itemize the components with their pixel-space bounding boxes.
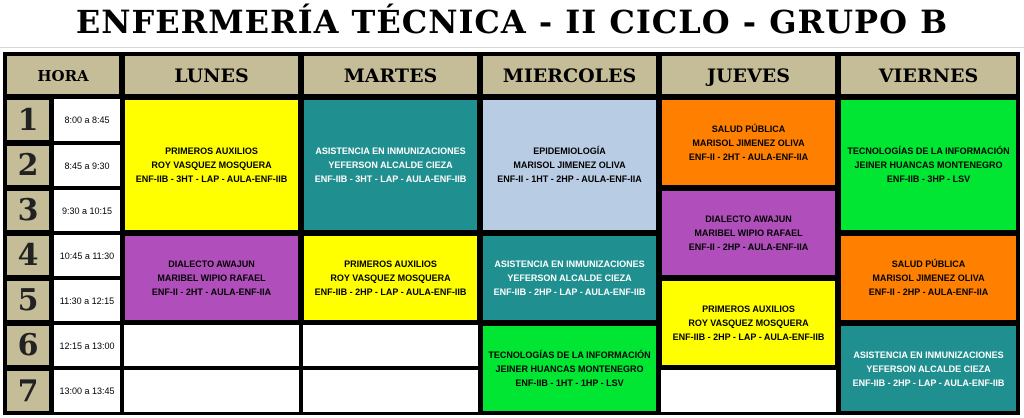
header-jueves: JUEVES (660, 54, 837, 96)
class-block-lunes-dialecto-awajun (123, 234, 300, 322)
period-number: 2 (5, 144, 51, 187)
class-course: PRIMEROS AUXILIOS (702, 304, 795, 314)
class-details: ENF-II - 2HT - AULA-ENF-IIA (688, 151, 809, 162)
class-block-martes-primeros-auxilios (302, 234, 479, 322)
class-block-miercoles-tecnologias-informacion (481, 324, 658, 413)
class-details: ENF-IIB - 3HT - LAP - AULA-ENF-IIB (314, 174, 467, 184)
class-course: ASISTENCIA EN INMUNIZACIONES (853, 349, 1004, 360)
class-details: ENF-IIB - 3HP - LSV (886, 174, 971, 184)
class-teacher: YEFERSON ALCALDE CIEZA (328, 160, 453, 170)
class-details: ENF-II - 2HP - AULA-ENF-IIA (868, 287, 989, 297)
schedule-title: ENFERMERÍA TÉCNICA - II CICLO - GRUPO B (75, 3, 949, 41)
period-time: 11:30 a 12:15 (53, 279, 121, 322)
class-details: ENF-IIB - 3HT - LAP - AULA-ENF-IIB (135, 174, 288, 184)
class-details: ENF-IIB - 2HP - LAP - AULA-ENF-IIB (852, 377, 1005, 388)
period-number: 6 (5, 324, 51, 367)
class-teacher: ROY VASQUEZ MOSQUERA (151, 160, 272, 170)
empty-slot (660, 369, 837, 413)
class-course: PRIMEROS AUXILIOS (165, 146, 258, 156)
empty-slot (302, 324, 479, 367)
class-details: ENF-II - 2HT - AULA-ENF-IIA (151, 287, 272, 297)
class-course: DIALECTO AWAJUN (705, 214, 792, 224)
class-teacher: MARIBEL WIPIO RAFAEL (694, 228, 803, 238)
period-time: 13:00 a 13:45 (53, 369, 121, 413)
period-number: 7 (5, 369, 51, 413)
empty-slot (123, 369, 300, 413)
period-number: 3 (5, 189, 51, 232)
class-teacher: JEINER HUANCAS MONTENEGRO (854, 160, 1003, 170)
class-details: ENF-IIB - 1HT - 1HP - LSV (515, 377, 624, 388)
class-teacher: YEFERSON ALCALDE CIEZA (507, 273, 632, 283)
period-number: 4 (5, 234, 51, 277)
class-course: DIALECTO AWAJUN (168, 259, 255, 269)
class-course: SALUD PÚBLICA (711, 123, 786, 134)
header-lunes: LUNES (123, 54, 300, 96)
period-time: 8:00 a 8:45 (53, 98, 121, 142)
class-teacher: JEINER HUANCAS MONTENEGRO (495, 363, 644, 374)
header-miercoles: MIERCOLES (481, 54, 658, 96)
class-course: EPIDEMIOLOGÍA (533, 146, 606, 156)
sheet-gridline (0, 47, 1024, 48)
class-block-viernes-tecnologias-informacion (839, 98, 1018, 232)
class-block-miercoles-epidemiologia (481, 98, 658, 232)
class-teacher: MARISOL JIMENEZ OLIVA (513, 160, 626, 170)
header-viernes: VIERNES (839, 54, 1018, 96)
period-number: 1 (5, 98, 51, 142)
class-course: PRIMEROS AUXILIOS (344, 259, 437, 269)
class-details: ENF-IIB - 2HP - LAP - AULA-ENF-IIB (493, 287, 646, 297)
class-block-lunes-primeros-auxilios (123, 98, 300, 232)
period-number: 5 (5, 279, 51, 322)
period-time: 9:30 a 10:15 (53, 189, 121, 232)
class-course: TECNOLOGÍAS DE LA INFORMACIÓN (847, 146, 1010, 156)
class-course: TECNOLOGÍAS DE LA INFORMACIÓN (488, 349, 651, 360)
class-details: ENF-II - 2HP - AULA-ENF-IIA (688, 242, 809, 252)
class-block-martes-asistencia-inmunizaciones (302, 98, 479, 232)
period-time: 12:15 a 13:00 (53, 324, 121, 367)
class-teacher: ROY VASQUEZ MOSQUERA (688, 318, 809, 328)
empty-slot (302, 369, 479, 413)
class-details: ENF-IIB - 2HP - LAP - AULA-ENF-IIB (314, 287, 467, 297)
class-teacher: ROY VASQUEZ MOSQUERA (330, 273, 451, 283)
class-course: ASISTENCIA EN INMUNIZACIONES (315, 146, 466, 156)
class-block-viernes-salud-publica (839, 234, 1018, 322)
period-time: 10:45 a 11:30 (53, 234, 121, 277)
class-block-jueves-primeros-auxilios (660, 279, 837, 367)
class-block-viernes-asistencia-inmunizaciones (839, 324, 1018, 413)
class-block-miercoles-asistencia-inmunizaciones (481, 234, 658, 322)
class-teacher: YEFERSON ALCALDE CIEZA (866, 363, 991, 374)
empty-slot (123, 324, 300, 367)
class-course: SALUD PÚBLICA (891, 259, 966, 269)
class-details: ENF-IIB - 2HP - LAP - AULA-ENF-IIB (672, 332, 825, 342)
class-course: ASISTENCIA EN INMUNIZACIONES (494, 259, 645, 269)
class-block-jueves-dialecto-awajun (660, 189, 837, 277)
class-teacher: MARISOL JIMENEZ OLIVA (872, 273, 985, 283)
class-teacher: MARIBEL WIPIO RAFAEL (157, 273, 266, 283)
class-block-jueves-salud-publica (660, 98, 837, 187)
header-martes: MARTES (302, 54, 479, 96)
class-teacher: MARISOL JIMENEZ OLIVA (692, 137, 805, 148)
header-hora: HORA (5, 54, 121, 96)
period-time: 8:45 a 9:30 (53, 144, 121, 187)
class-details: ENF-II - 1HT - 2HP - AULA-ENF-IIA (497, 174, 642, 184)
